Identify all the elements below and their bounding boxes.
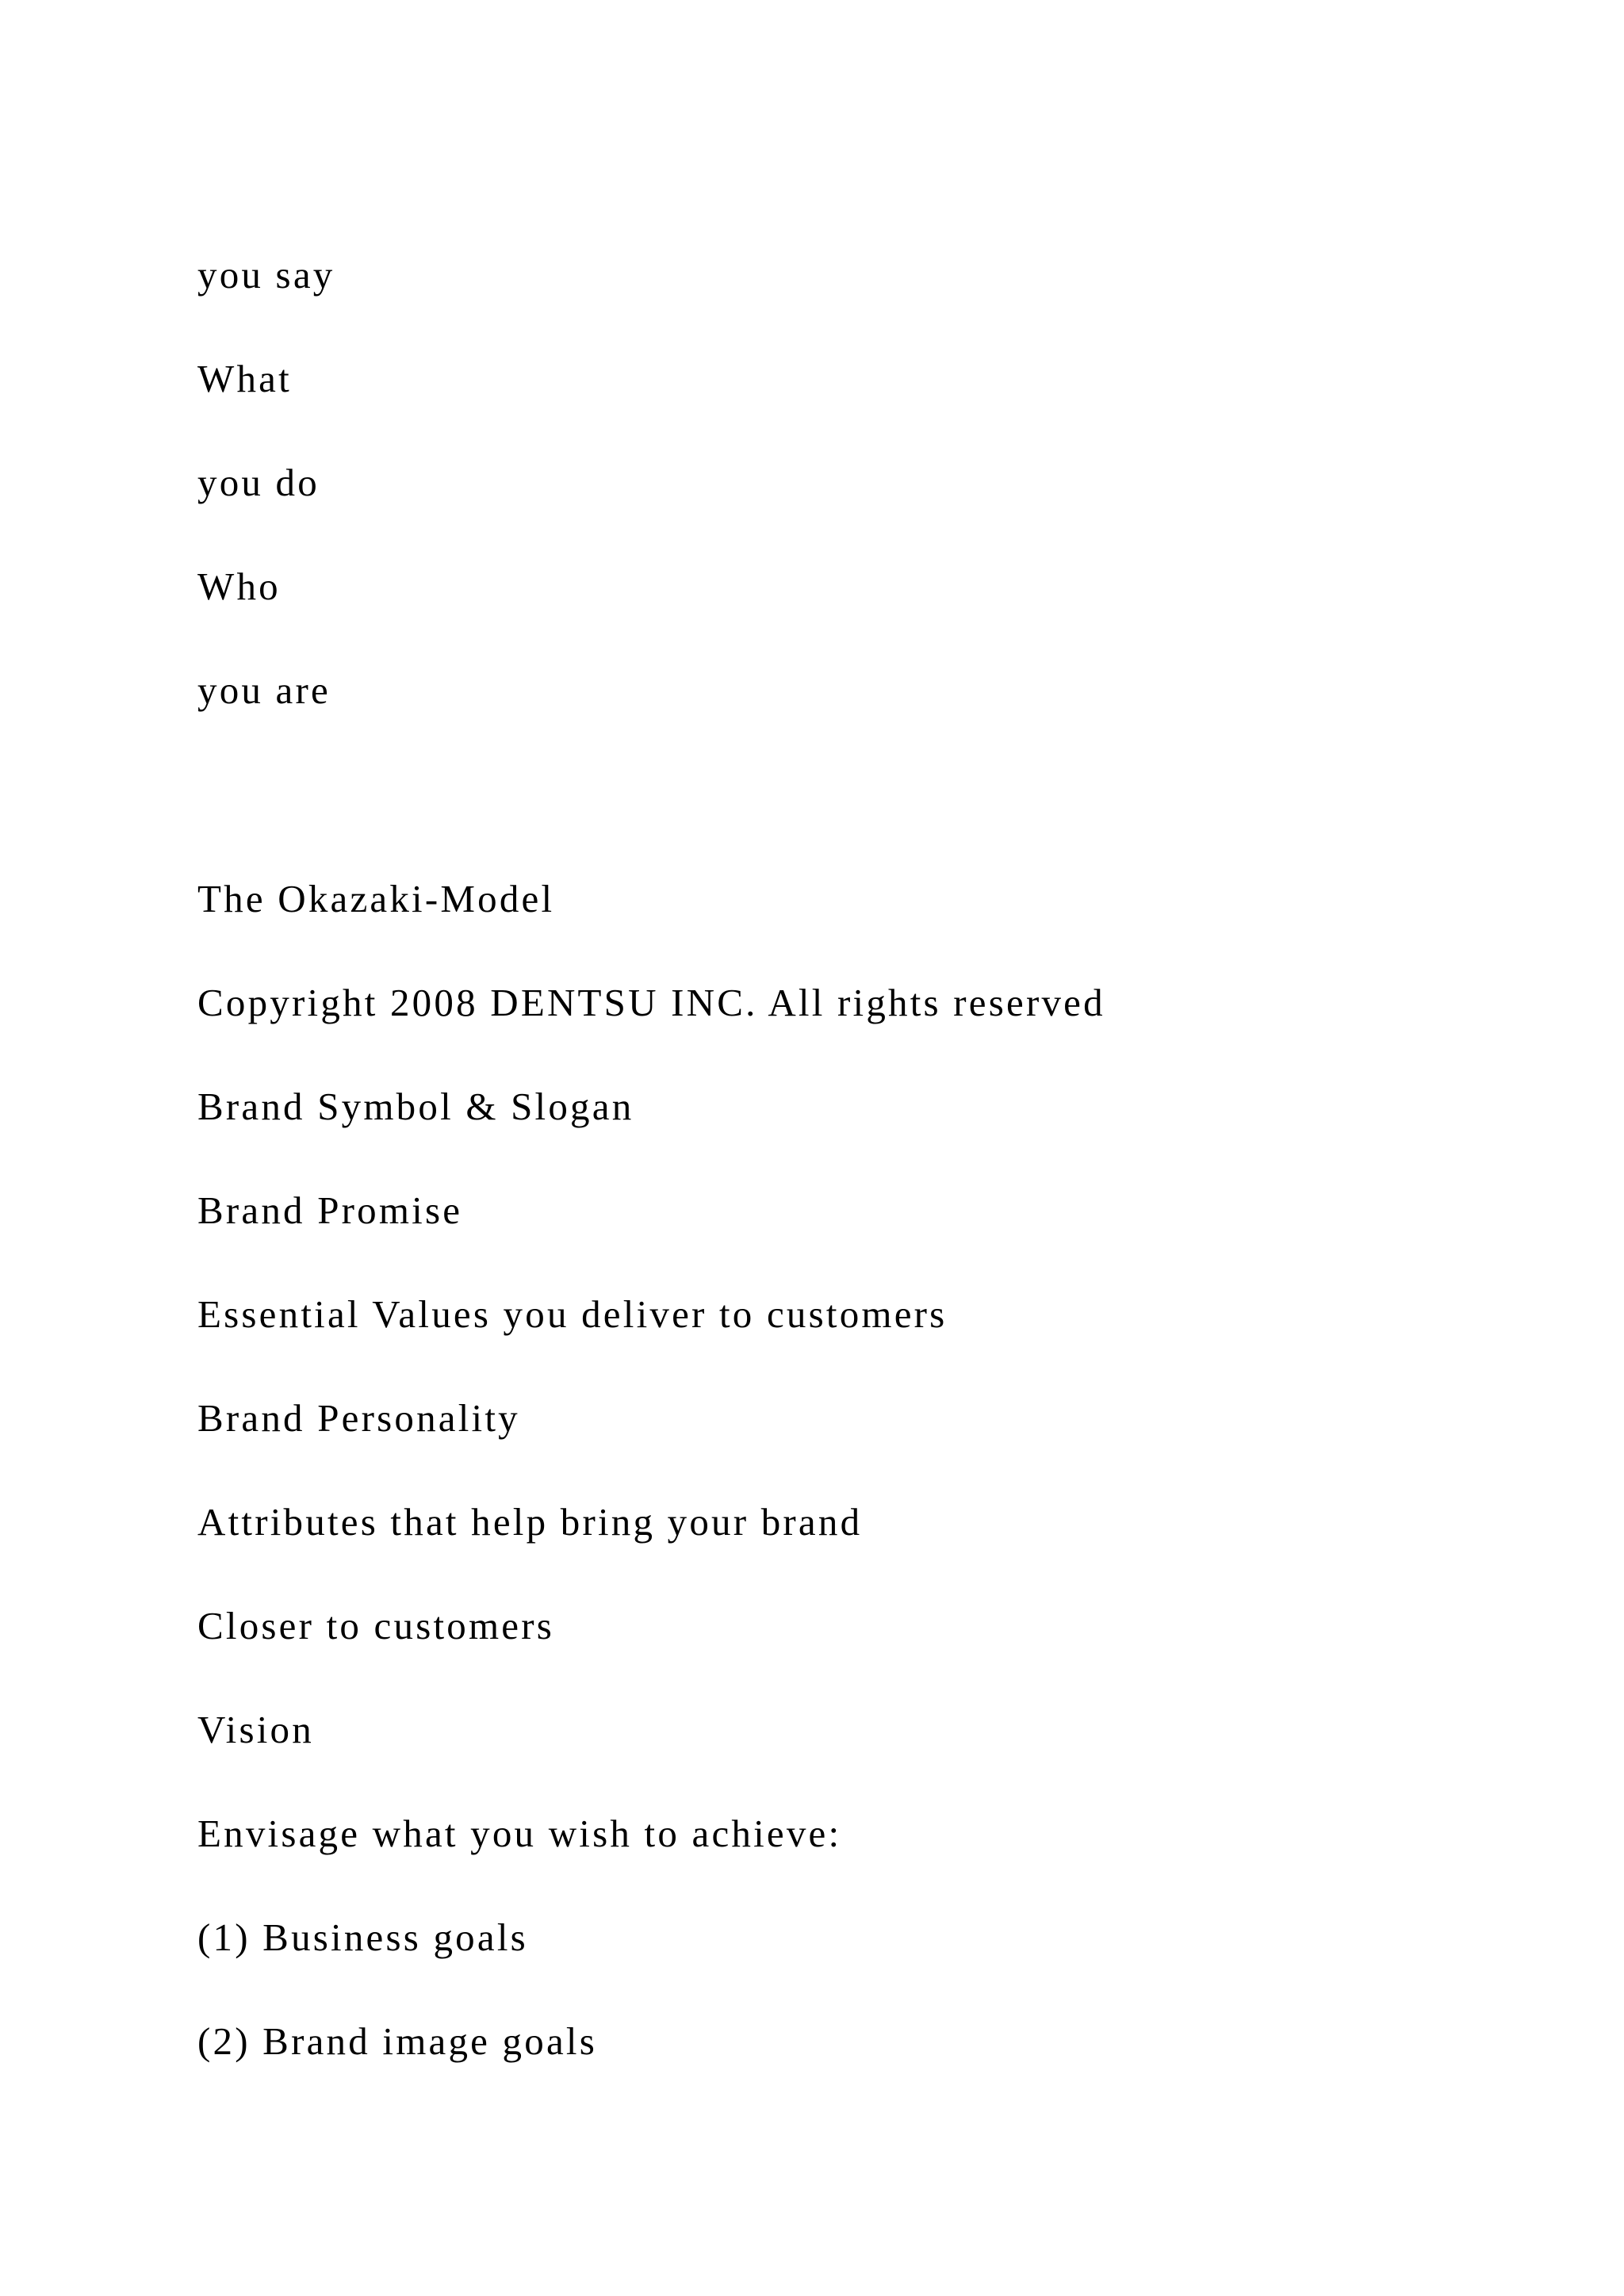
vision-goal-brand-image: (2) Brand image goals: [197, 2019, 597, 2063]
text-line-who: Who: [197, 564, 281, 608]
brand-promise-heading: Brand Promise: [197, 1188, 463, 1232]
brand-promise-description: Essential Values you deliver to customers: [197, 1292, 948, 1336]
vision-goal-business: (1) Business goals: [197, 1915, 528, 1959]
text-line-what: What: [197, 357, 292, 400]
model-title: The Okazaki-Model: [197, 877, 555, 920]
brand-personality-description-cont: Closer to customers: [197, 1604, 555, 1647]
text-line-you-do: you do: [197, 461, 320, 504]
brand-personality-heading: Brand Personality: [197, 1396, 520, 1440]
text-line-you-are: you are: [197, 668, 331, 712]
brand-personality-description: Attributes that help bring your brand: [197, 1500, 863, 1544]
brand-symbol-heading: Brand Symbol & Slogan: [197, 1085, 634, 1128]
text-line-you-say: you say: [197, 253, 335, 297]
vision-description: Envisage what you wish to achieve:: [197, 1812, 842, 1855]
copyright-notice: Copyright 2008 DENTSU INC. All rights reserved: [197, 981, 1105, 1024]
vision-heading: Vision: [197, 1708, 314, 1751]
